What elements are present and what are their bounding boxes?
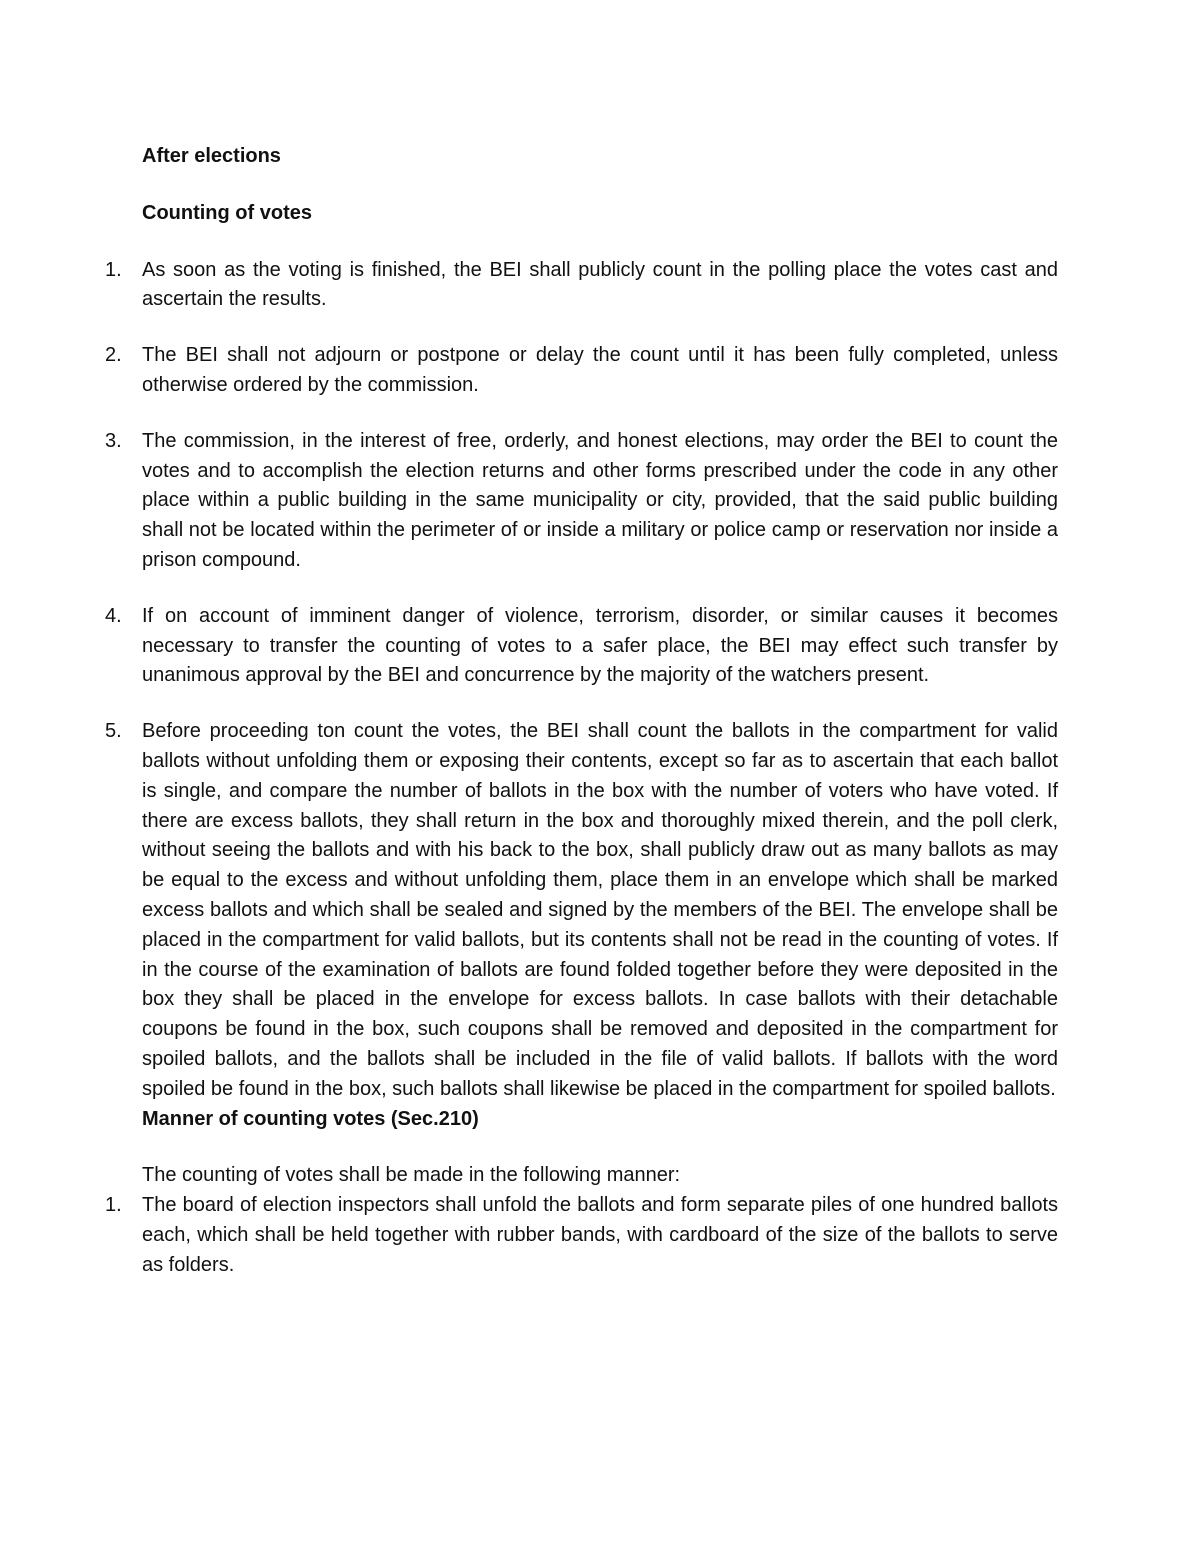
heading-manner-of-counting: Manner of counting votes (Sec.210) <box>142 1107 479 1130</box>
list-item-number: 1. <box>105 258 122 281</box>
counting-list <box>105 256 1058 1105</box>
list-item-number: 3. <box>105 429 122 452</box>
list-item-text: The commission, in the interest of free, orderly, and honest elections, may order the BEI to count the votes and to accomplish the election returns and other forms prescribed under the code in any other place within a public building in the same municipality or city, provided, that the said public building shall not be located within the perimeter of or inside a military or police camp or reservation nor inside a prison compound. <box>142 429 1058 571</box>
list-item <box>105 256 1058 316</box>
list-item-text: The board of election inspectors shall unfold the ballots and form separate piles of one hundred ballots each, which shall be held together with rubber bands, with cardboard of the size of the ballots to serve as folders. <box>142 1194 1058 1276</box>
list-item-text: As soon as the voting is finished, the BEI shall publicly count in the polling place the votes cast and ascertain the results. <box>142 258 1058 311</box>
heading-after-elections: After elections <box>142 145 281 167</box>
list-item-text: Before proceeding ton count the votes, the BEI shall count the ballots in the compartment for valid ballots without unfolding them or exposing their contents, except so far as to ascertain that each ballot is single, and compare the number of ballots in the box with the number of voters who have voted. If there are excess ballots, they shall return in the box and thoroughly mixed therein, and the poll clerk, without seeing the ballots and with his back to the box, shall publicly draw out as many ballots as may be equal to the excess and without unfolding them, place them in an envelope which shall be marked excess ballots and which shall be sealed and signed by the members of the BEI. The envelope shall be placed in the compartment for valid ballots, but its contents shall not be read in the counting of votes. If in the course of the examination of ballots are found folded together before they were deposited in the box they shall be placed in the envelope for excess ballots. In case ballots with their detachable coupons be found in the box, such coupons shall be removed and deposited in the compartment for spoiled ballots, and the ballots shall be included in the file of valid ballots. If ballots with the word spoiled be found in the box, such ballots shall likewise be placed in the compartment for spoiled ballots. <box>142 720 1058 1100</box>
document-body <box>105 142 1058 1281</box>
list-item <box>105 341 1058 401</box>
list-item <box>105 717 1058 1104</box>
heading-counting-of-votes: Counting of votes <box>142 201 312 224</box>
list-item-number: 4. <box>105 604 122 627</box>
list-item-text: If on account of imminent danger of violence, terrorism, disorder, or similar causes it becomes necessary to transfer the counting of votes to a safer place, the BEI may effect such transfer by unanimous approval by the BEI and concurrence by the majority of the watchers present. <box>142 604 1058 687</box>
manner-intro: The counting of votes shall be made in the following manner: <box>142 1164 681 1187</box>
manner-list <box>105 1191 1058 1280</box>
list-item <box>105 427 1058 576</box>
list-item <box>105 1191 1058 1280</box>
list-item-text: The BEI shall not adjourn or postpone or delay the count until it has been fully completed, unless otherwise ordered by the commission. <box>142 344 1058 396</box>
list-item-number: 5. <box>105 720 122 743</box>
list-item <box>105 602 1058 691</box>
list-item-number: 2. <box>105 344 122 367</box>
list-item-number: 1. <box>105 1194 122 1217</box>
